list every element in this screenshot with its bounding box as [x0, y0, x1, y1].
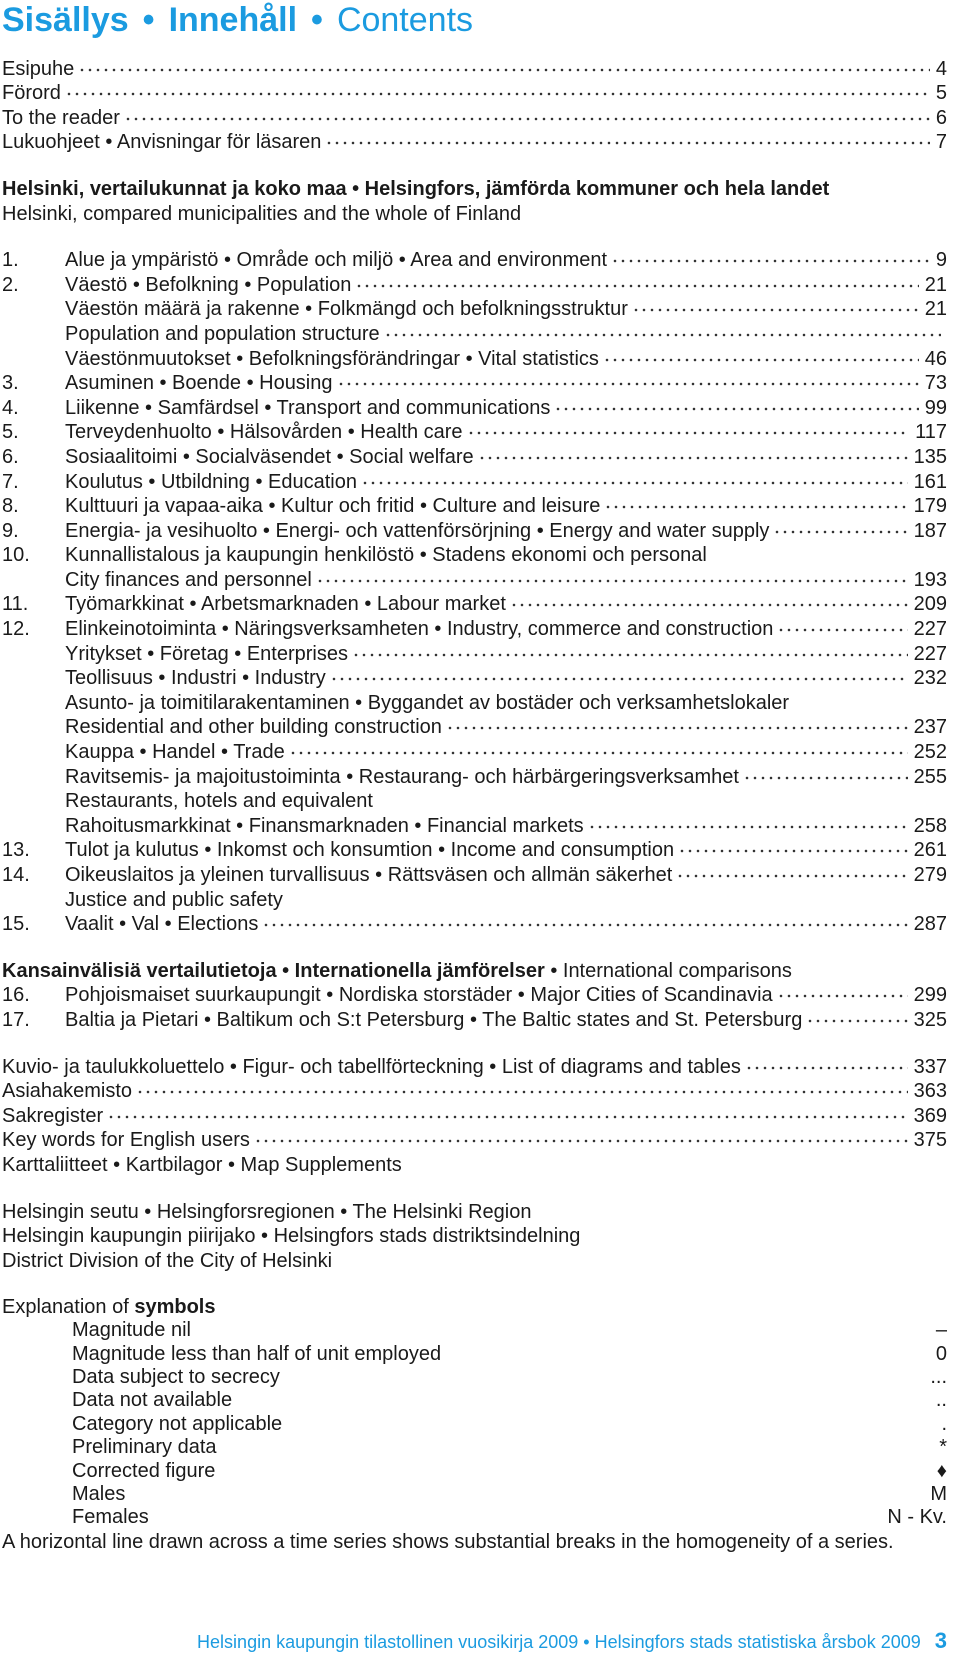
entry-title: Koulutus • Utbildning • Education — [65, 470, 357, 493]
entry-title: Sosiaalitoimi • Socialväsendet • Social welfare — [65, 445, 474, 468]
symbol-label: Females — [72, 1506, 149, 1529]
dot-leader — [611, 258, 930, 264]
dot-leader — [773, 529, 907, 535]
entry-title: Asunto- ja toimitilarakentaminen • Byggandet av bostäder och verksamhetslokaler — [65, 691, 790, 714]
back-matter-list — [2, 1054, 947, 1177]
dot-leader — [777, 627, 907, 633]
chapter-entry[interactable] — [2, 862, 947, 887]
chapter-entry[interactable] — [2, 592, 947, 617]
entry-title: Työmarkkinat • Arbetsmarknaden • Labour market — [65, 593, 506, 616]
entry-page-number: 255 — [913, 765, 947, 788]
dot-leader — [65, 91, 930, 97]
title-finnish: Sisällys — [2, 1, 129, 39]
dot-leader — [554, 406, 918, 412]
intl-heading-bold: Kansainvälisiä vertailutietoja • Internationella jämförelser — [2, 959, 545, 982]
section-heading: Helsinki, vertailukunnat ja koko maa • Helsingfors, jämförda kommuner och hela landet — [2, 177, 830, 200]
entry-title: Kunnallistalous ja kaupungin henkilöstö • Stadens ekonomi och personal — [65, 544, 707, 567]
entry-page-number: 237 — [913, 716, 947, 739]
dot-leader — [588, 824, 908, 830]
footer-page-number: 3 — [934, 1628, 947, 1653]
entry-title: Terveydenhuolto • Hälsovården • Health care — [65, 421, 463, 444]
entry-number: 8. — [2, 495, 19, 518]
entry-title: Liikenne • Samfärdsel • Transport and communications — [65, 396, 551, 419]
chapter-entry[interactable] — [2, 838, 947, 863]
toc-entry[interactable] — [2, 1054, 947, 1079]
symbol-value: M — [930, 1483, 947, 1506]
map-supplement-item: Helsingin kaupungin piirijako • Helsingfors stads distriktsindelning — [2, 1225, 581, 1248]
entry-title: City finances and personnel — [65, 568, 312, 591]
front-matter-list — [2, 56, 947, 154]
entry-number: 11. — [2, 593, 29, 616]
entry-page-number: 117 — [915, 421, 947, 444]
chapter-entry[interactable] — [2, 666, 947, 691]
entry-title: To the reader — [2, 106, 120, 129]
entry-page-number: 258 — [913, 814, 947, 837]
chapter-entry[interactable] — [2, 641, 947, 666]
dot-leader — [384, 332, 941, 338]
symbols-heading — [2, 1295, 947, 1320]
intl-entry[interactable] — [2, 983, 947, 1008]
symbol-label: Preliminary data — [72, 1436, 217, 1459]
entry-page-number: 99 — [924, 396, 947, 419]
chapter-entry[interactable] — [2, 518, 947, 543]
map-supplement-item: Helsingin seutu • Helsingforsregionen • The Helsinki Region — [2, 1200, 532, 1223]
dot-leader — [467, 430, 910, 436]
symbol-row — [2, 1343, 947, 1366]
section-subheading: Helsinki, compared municipalities and the whole of Finland — [2, 202, 522, 225]
chapter-entry[interactable] — [2, 371, 947, 396]
dot-leader — [743, 775, 908, 781]
entry-page-number: 227 — [913, 642, 947, 665]
entry-number: 16. — [2, 984, 30, 1007]
symbol-row — [2, 1506, 947, 1529]
entry-title: Asuminen • Boende • Housing — [65, 372, 333, 395]
chapter-entry[interactable] — [2, 690, 947, 715]
title-bullet: • — [311, 1, 323, 39]
entry-page-number: 4 — [935, 57, 947, 80]
chapter-entry[interactable] — [2, 764, 947, 789]
entry-page-number: 7 — [935, 131, 947, 154]
chapter-entry[interactable] — [2, 789, 947, 814]
dot-leader — [604, 504, 907, 510]
dot-leader — [361, 480, 908, 486]
dot-leader — [745, 1065, 908, 1071]
chapter-entry[interactable] — [2, 616, 947, 641]
symbol-value: N - Kv. — [887, 1506, 947, 1529]
entry-page-number: 135 — [913, 445, 947, 468]
entry-title: Tulot ja kulutus • Inkomst och konsumtion • Income and consumption — [65, 839, 675, 862]
entry-page-number: 209 — [913, 593, 947, 616]
entry-page-number: 279 — [913, 864, 947, 886]
intl-heading — [2, 958, 947, 983]
symbol-label: Males — [72, 1483, 126, 1506]
entry-title: Esipuhe — [2, 57, 75, 80]
intl-list — [2, 983, 947, 1032]
entry-number: 10. — [2, 544, 30, 567]
chapter-entry[interactable] — [2, 395, 947, 420]
entry-page-number: 46 — [924, 347, 947, 370]
entry-page-number: 363 — [913, 1080, 947, 1103]
page-footer — [0, 1628, 947, 1654]
entry-page-number: 325 — [913, 1008, 947, 1031]
dot-leader — [352, 652, 908, 658]
entry-page-number: 179 — [913, 495, 947, 518]
symbols-list — [2, 1319, 947, 1530]
entry-title: Sakregister — [2, 1104, 104, 1127]
entry-number: 2. — [2, 273, 19, 296]
symbol-row — [2, 1483, 947, 1506]
entry-number: 4. — [2, 396, 19, 419]
intl-heading-rest: • International comparisons — [544, 959, 792, 982]
entry-title: Kauppa • Handel • Trade — [65, 741, 285, 764]
title-swedish: Innehåll — [168, 1, 298, 39]
dot-leader — [510, 602, 908, 608]
dot-leader — [676, 873, 907, 879]
symbol-label: Data subject to secrecy — [72, 1366, 280, 1389]
symbols-heading-plain: Explanation of — [2, 1296, 135, 1319]
entry-title: Asiahakemisto — [2, 1080, 133, 1103]
entry-page-number: 287 — [913, 913, 947, 936]
chapter-entry[interactable] — [2, 248, 947, 273]
entry-title: Kuvio- ja taulukkoluettelo • Figur- och tabellförteckning • List of diagrams and tables — [2, 1055, 741, 1078]
chapter-list — [2, 248, 947, 937]
toc-entry[interactable] — [2, 130, 947, 155]
dot-leader — [355, 283, 918, 289]
symbols-note: A horizontal line drawn across a time series shows substantial breaks in the homogeneity of a series. — [2, 1531, 894, 1554]
symbol-value: * — [939, 1436, 947, 1459]
entry-title: Karttaliitteet • Kartbilagor • Map Supplements — [2, 1153, 402, 1176]
dot-leader — [632, 307, 919, 313]
entry-number: 14. — [2, 864, 30, 886]
entry-page-number: 252 — [913, 741, 947, 764]
dot-leader — [325, 140, 929, 146]
toc-entry[interactable] — [2, 1152, 947, 1177]
toc-entry[interactable] — [2, 56, 947, 81]
entry-title: Oikeuslaitos ja yleinen turvallisuus • Rättsväsen och allmän säkerhet — [65, 864, 673, 886]
entry-title: Väestönmuutokset • Befolkningsförändringar • Vital statistics — [65, 347, 599, 370]
chapter-entry[interactable] — [2, 715, 947, 740]
entry-title: Restaurants, hotels and equivalent — [65, 790, 373, 813]
entry-title: Population and population structure — [65, 322, 380, 345]
symbols-heading-bold: symbols — [134, 1296, 216, 1319]
entry-number: 1. — [2, 249, 19, 272]
symbol-value: .. — [935, 1389, 947, 1412]
symbol-row — [2, 1389, 947, 1412]
dot-leader — [678, 848, 908, 854]
toc-entry[interactable] — [2, 81, 947, 106]
symbol-label: Corrected figure — [72, 1459, 216, 1482]
dot-leader — [603, 357, 919, 363]
entry-number: 6. — [2, 445, 19, 468]
symbol-row — [2, 1366, 947, 1389]
entry-title: Yritykset • Företag • Enterprises — [65, 642, 348, 665]
chapter-entry[interactable] — [2, 543, 947, 568]
footer-text: Helsingin kaupungin tilastollinen vuosikirja 2009 • Helsingfors stads statistiska årsbok 2009 — [197, 1632, 921, 1652]
entry-title: Energia- ja vesihuolto • Energi- och vattenförsörjning • Energy and water supply — [65, 519, 770, 542]
entry-title: Elinkeinotoiminta • Näringsverksamheten • Industry, commerce and construction — [65, 618, 774, 641]
entry-number: 15. — [2, 913, 30, 936]
entry-page-number: 299 — [913, 984, 947, 1007]
entry-page-number: 161 — [913, 470, 947, 493]
entry-page-number: 9 — [935, 249, 947, 272]
symbol-row — [2, 1413, 947, 1436]
dot-leader — [78, 67, 930, 73]
entry-title: Vaalit • Val • Elections — [65, 913, 259, 936]
title-bullet: • — [142, 1, 155, 39]
symbol-label: Magnitude nil — [72, 1319, 191, 1342]
entry-page-number: 369 — [913, 1104, 947, 1127]
entry-number: 5. — [2, 421, 19, 444]
entry-page-number: 6 — [935, 106, 947, 129]
chapter-entry[interactable] — [2, 297, 947, 322]
symbol-value: . — [941, 1412, 947, 1435]
entry-page-number: 21 — [924, 298, 947, 321]
chapter-entry[interactable] — [2, 912, 947, 937]
symbol-label: Data not available — [72, 1389, 233, 1412]
entry-title: Key words for English users — [2, 1129, 250, 1152]
map-supplement-item: District Division of the City of Helsinki — [2, 1249, 333, 1272]
entry-title: Alue ja ympäristö • Område och miljö • Area and environment — [65, 249, 608, 272]
entry-page-number: 375 — [913, 1129, 947, 1152]
entry-page-number: 73 — [924, 372, 947, 395]
dot-leader — [806, 1018, 907, 1024]
dot-leader — [330, 676, 908, 682]
entry-title: Väestön määrä ja rakenne • Folkmängd och befolkningsstruktur — [65, 298, 628, 321]
entry-title: Rahoitusmarkkinat • Finansmarknaden • Financial markets — [65, 814, 584, 837]
entry-number: 12. — [2, 618, 30, 641]
dot-leader — [316, 578, 908, 584]
symbol-value: ♦ — [936, 1459, 947, 1482]
table-of-contents — [2, 56, 947, 1554]
entry-title: Pohjoismaiset suurkaupungit • Nordiska storstäder • Major Cities of Scandinavia — [65, 984, 773, 1007]
entry-number: 3. — [2, 372, 19, 395]
chapter-entry[interactable] — [2, 444, 947, 469]
title-english: Contents — [336, 1, 474, 39]
entry-title: Väestö • Befolkning • Population — [65, 273, 352, 296]
chapter-entry[interactable] — [2, 567, 947, 592]
entry-page-number: 187 — [913, 519, 947, 542]
symbol-row — [2, 1460, 947, 1483]
dot-leader — [254, 1138, 908, 1144]
dot-leader — [289, 750, 908, 756]
entry-title: Baltia ja Pietari • Baltikum och S:t Petersburg • The Baltic states and St. Petersburg — [65, 1008, 803, 1031]
toc-entry[interactable] — [2, 1128, 947, 1153]
dot-leader — [446, 725, 908, 731]
symbol-value: 0 — [935, 1342, 947, 1365]
dot-leader — [262, 922, 907, 928]
entry-page-number: 193 — [913, 568, 947, 591]
entry-page-number: 227 — [913, 618, 947, 641]
dot-leader — [478, 455, 908, 461]
dot-leader — [337, 381, 919, 387]
entry-number: 17. — [2, 1008, 30, 1031]
chapter-entry[interactable] — [2, 739, 947, 764]
symbol-value: – — [935, 1319, 947, 1342]
entry-number: 13. — [2, 839, 30, 862]
chapter-entry[interactable] — [2, 420, 947, 445]
chapter-entry[interactable] — [2, 887, 947, 912]
symbol-label: Magnitude less than half of unit employed — [72, 1342, 442, 1365]
symbol-row — [2, 1319, 947, 1342]
entry-page-number: 337 — [913, 1055, 947, 1078]
entry-title: Lukuohjeet • Anvisningar för läsaren — [2, 131, 322, 154]
entry-page-number: 232 — [913, 667, 947, 690]
symbol-label: Category not applicable — [72, 1412, 283, 1435]
entry-page-number: 5 — [935, 82, 947, 105]
entry-page-number: 261 — [913, 839, 947, 862]
dot-leader — [124, 116, 930, 122]
entry-page-number: 21 — [924, 273, 947, 296]
toc-entry[interactable] — [2, 1103, 947, 1128]
dot-leader — [136, 1089, 908, 1095]
entry-title: Kulttuuri ja vapaa-aika • Kultur och fritid • Culture and leisure — [65, 495, 601, 518]
symbol-value: ... — [930, 1366, 947, 1389]
symbol-row — [2, 1436, 947, 1459]
chapter-entry[interactable] — [2, 321, 947, 346]
chapter-entry[interactable] — [2, 272, 947, 297]
entry-number: 9. — [2, 519, 19, 542]
dot-leader — [777, 993, 908, 999]
toc-entry[interactable] — [2, 105, 947, 130]
entry-title: Justice and public safety — [65, 888, 283, 911]
page-title — [2, 0, 473, 40]
chapter-entry[interactable] — [2, 469, 947, 494]
intl-entry[interactable] — [2, 1007, 947, 1032]
chapter-entry[interactable] — [2, 346, 947, 371]
chapter-entry[interactable] — [2, 813, 947, 838]
entry-number: 7. — [2, 470, 19, 493]
map-supplements-list — [2, 1199, 947, 1273]
entry-title: Ravitsemis- ja majoitustoiminta • Restaurang- och härbärgeringsverksamhet — [65, 765, 739, 788]
dot-leader — [107, 1114, 907, 1120]
toc-entry[interactable] — [2, 1079, 947, 1104]
entry-title: Förord — [2, 82, 61, 105]
entry-title: Teollisuus • Industri • Industry — [65, 667, 326, 690]
entry-title: Residential and other building construction — [65, 716, 442, 739]
chapter-entry[interactable] — [2, 494, 947, 519]
